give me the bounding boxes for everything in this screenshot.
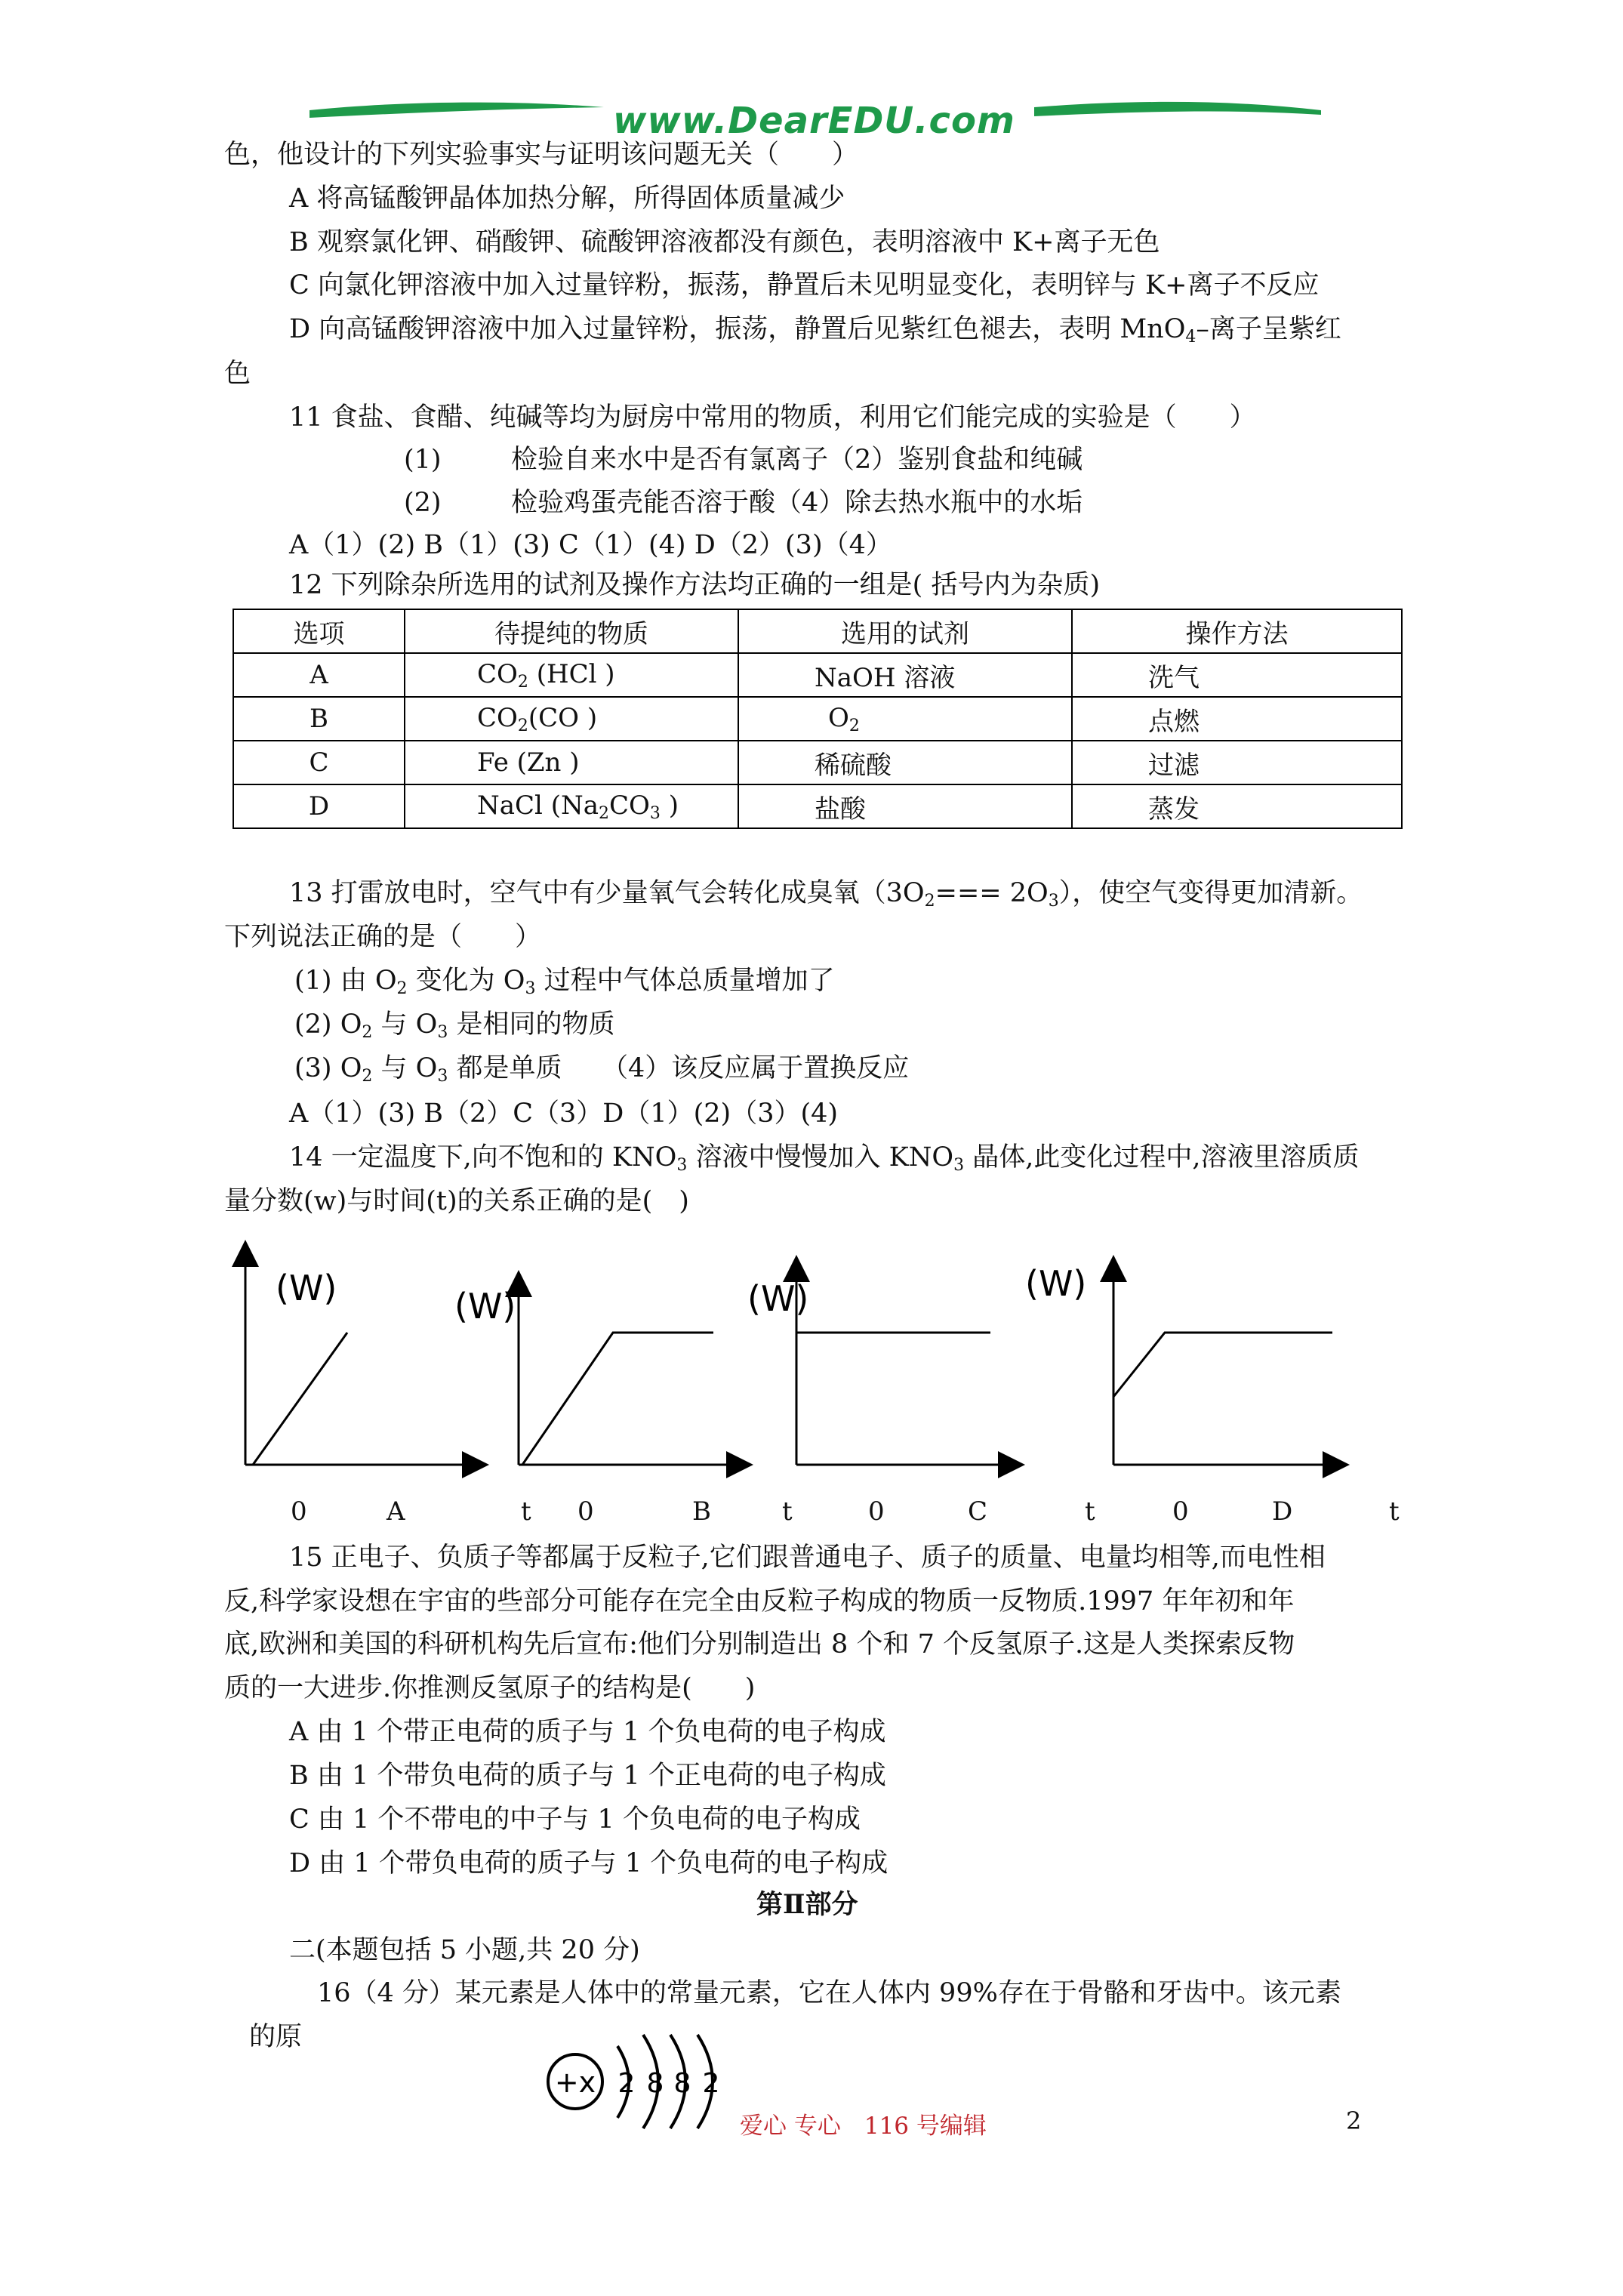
q15-option-d: D 由 1 个带负电荷的质子与 1 个负电荷的电子构成 [289,1848,888,1878]
axis-label: 0 [291,1496,307,1527]
table-cell-option: B [233,697,405,741]
table-cell-reagent: NaOH 溶液 [738,653,1072,697]
table-header: 待提纯的物质 [405,609,738,653]
table-cell-substance: NaCl ($Na_2CO_3$ ) [405,784,738,828]
graph-c [747,1268,1012,1465]
nucleus-label: +x [554,2066,596,2099]
q13-options: A（1）(3) B（2）C（3）D（1）(2)（3）(4) [289,1099,839,1129]
q10-option-d: D 向高锰酸钾溶液中加入过量锌粉，振荡，静置后见紫红色褪去，表明 MnO$_4$–离子呈紫红 [289,314,1341,347]
graph-a [245,1253,476,1465]
table-header: 选用的试剂 [738,609,1072,653]
graph-a-ylabel: (W) [276,1268,337,1308]
q11-item2-num: (2) [404,488,442,518]
axis-label: t [1389,1496,1400,1527]
table-cell-reagent: $O_2$ [738,697,1072,741]
axis-label: t [782,1496,793,1527]
page-number: 2 [1346,2106,1362,2135]
q11-options: A（1）(2) B（1）(3) C（1）(4) D（2）(3)（4） [289,530,892,560]
q14-stem2: 量分数(w)与时间(t)的关系正确的是( ) [224,1186,689,1216]
axis-label: t [521,1496,531,1527]
header-site: www.DearEDU.com [613,100,1015,142]
q13-statement-3: (3) $O_2$ 与 $O_3$ 都是单质 （4）该反应属于置换反应 [294,1053,910,1086]
shell-4-electrons: 2 [702,2068,720,2099]
q11-item2: 检验鸡蛋壳能否溶于酸（4）除去热水瓶中的水垢 [511,488,1083,518]
q15-option-a: A 由 1 个带正电荷的质子与 1 个负电荷的电子构成 [289,1717,886,1747]
q15-line-1: 15 正电子、负质子等都属于反粒子,它们跟普通电子、质子的质量、电量均相等,而电性相 [289,1542,1326,1573]
q11-item1: 检验自来水中是否有氯离子（2）鉴别食盐和纯碱 [511,445,1083,475]
q16-line-1: 16（4 分）某元素是人体中的常量元素，它在人体内 99%存在于骨骼和牙齿中。该元素 [317,1978,1341,2008]
q15-line-3: 底,欧洲和美国的科研机构先后宣布:他们分别制造出 8 个和 7 个反氢原子.这是人类探索反物 [224,1629,1295,1660]
q10-line-1: 色，他设计的下列实验事实与证明该问题无关（ ） [224,140,859,170]
table-cell-method: 洗气 [1072,653,1402,697]
axis-label: B [692,1496,711,1527]
part2-section: 二(本题包括 5 小题,共 20 分) [289,1935,640,1965]
shell-3-electrons: 8 [673,2068,691,2099]
axis-label: C [968,1496,988,1527]
table-cell-reagent: 盐酸 [738,784,1072,828]
q14-stem: 14 一定温度下,向不饱和的 $KNO_3$ 溶液中慢慢加入 $KNO_3$ 晶体,此变化过程中,溶液里溶质质 [289,1142,1360,1175]
graph-b-ylabel: (W) [454,1286,516,1327]
q14-graphs [226,1238,1419,1480]
q12-stem: 12 下列除杂所选用的试剂及操作方法均正确的一组是( 括号内为杂质) [289,570,1101,600]
q12-table [233,609,1403,829]
table-cell-substance: $CO_2(CO$ ) [405,697,738,741]
table-cell-option: A [233,653,405,697]
axis-label: t [1085,1496,1095,1527]
q16-line-2: 的原 [249,2022,303,2052]
table-cell-substance: Fe (Zn ) [405,741,738,784]
table-row [233,741,1402,784]
table-cell-method: 蒸发 [1072,784,1402,828]
header-swoosh-left [310,97,604,127]
footer-text: 爱心 专心 116 号编辑 [740,2113,987,2140]
table-cell-option: C [233,741,405,784]
q15-option-b: B 由 1 个带负电荷的质子与 1 个正电荷的电子构成 [289,1761,886,1791]
graph-d-ylabel: (W) [1025,1263,1087,1304]
axis-label: 0 [577,1496,594,1527]
axis-label: D [1272,1496,1293,1527]
part2-title: 第Ⅱ部分 [756,1889,858,1920]
atom-structure-diagram [544,2027,755,2133]
axis-label: 0 [1172,1496,1189,1527]
table-header: 操作方法 [1072,609,1402,653]
table-header: 选项 [233,609,405,653]
q10-option-b: B 观察氯化钾、硝酸钾、硫酸钾溶液都没有颜色，表明溶液中 K+离子无色 [289,227,1160,257]
table-header-row [233,609,1402,653]
q13-statement-2: (2) $O_2$ 与 $O_3$ 是相同的物质 [294,1009,615,1042]
q13-statement-1: (1) 由 $O_2$ 变化为 $O_3$ 过程中气体总质量增加了 [294,966,835,998]
shell-2-electrons: 8 [646,2068,664,2099]
q10-option-a: A 将高锰酸钾晶体加热分解，所得固体质量减少 [289,183,845,214]
axis-label: 0 [868,1496,885,1527]
q15-option-c: C 由 1 个不带电的中子与 1 个负电荷的电子构成 [289,1804,861,1835]
table-cell-reagent: 稀硫酸 [738,741,1072,784]
graph-d [1025,1263,1336,1465]
shell-1-electrons: 2 [617,2068,636,2099]
table-row [233,697,1402,741]
table-cell-method: 过滤 [1072,741,1402,784]
q10-option-c: C 向氯化钾溶液中加入过量锌粉，振荡，静置后未见明显变化，表明锌与 K+离子不反应 [289,270,1320,300]
q11-item1-num: (1) [404,445,442,475]
graph-c-ylabel: (W) [747,1278,809,1319]
q11-stem: 11 食盐、食醋、纯碱等均为厨房中常用的物质，利用它们能完成的实验是（ ） [289,402,1256,433]
q15-line-4: 质的一大进步.你推测反氢原子的结构是( ) [224,1673,756,1703]
q15-line-2: 反,科学家设想在宇宙的些部分可能存在完全由反粒子构成的物质一反物质.1997 年年初和年 [224,1586,1295,1616]
axis-label: A [387,1496,405,1527]
table-row [233,653,1402,697]
q13-stem: 13 打雷放电时，空气中有少量氧气会转化成臭氧$(3O_2=== 2O_3)$，使空气变得更加清新。 [289,878,1363,911]
table-cell-substance: $CO_2$ (HCl ) [405,653,738,697]
q10-line-end: 色 [224,359,251,389]
table-cell-method: 点燃 [1072,697,1402,741]
q13-stem2: 下列说法正确的是（ ） [224,922,542,952]
table-row [233,784,1402,828]
graph-b [454,1284,740,1465]
header-swoosh-right [1034,97,1321,127]
table-cell-option: D [233,784,405,828]
